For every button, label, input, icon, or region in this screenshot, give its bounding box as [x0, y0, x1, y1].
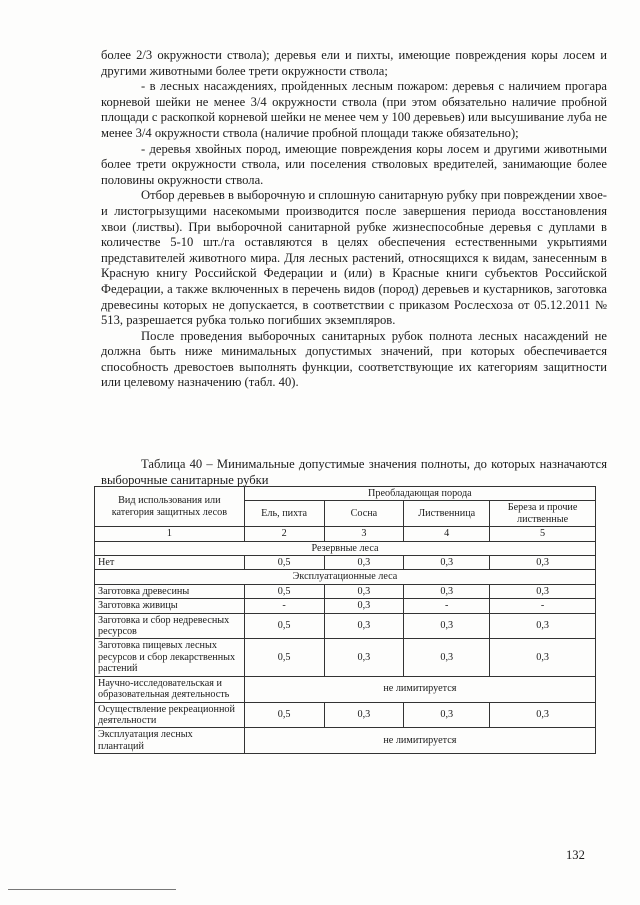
cell-value: 0,5: [244, 613, 324, 639]
section-row: [95, 570, 596, 584]
paragraph-density: После проведения выборочных санитарных рубок полнота лесных насаждений не должна быть ниже минимальных допустимых значений, при которых обеспечивается способность древостоев выполнять функции, соответствующие их категориям защитности или целевому назначению (табл. 40).: [101, 328, 607, 390]
cell-value: 0,5: [244, 639, 324, 676]
body-text: [101, 48, 607, 391]
paragraph-selection: Отбор деревьев в выборочную и сплошную санитарную рубку при повреждении хвое- и листогрызущими насекомыми производится после завершения периода восстановления хвои (листвы). При выборочной санитарной рубке жизнеспособные деревья с дуплами в количестве 5-10 шт./га оставляются в целях обеспечения естественными укрытиями представителей животного мира. Для лесных растений, относящихся к видам, занесенным в Красную книгу Российской Федерации и (или) в Красные книги субъектов Российской Федерации, а также включенных в перечень видов (пород) деревьев и кустарников, заготовка древесины которых не допускается, в соответствии с приказом Рослесхоза от 05.12.2011 № 513, разрешается рубка только погибших экземпляров.: [101, 188, 607, 328]
paragraph-conifer: - деревья хвойных пород, имеющие повреждения коры лосем и другими животными более трети окружности ствола, или поселения стволовых вредителей, занимающие более половины окружности ствола.: [101, 141, 607, 187]
table-row: [95, 728, 596, 754]
table-row: [95, 599, 596, 613]
cell-value: 0,5: [244, 556, 324, 570]
cell-value: -: [490, 599, 596, 613]
cell-note: не лимитируется: [244, 728, 595, 754]
cell-value: 0,3: [324, 584, 404, 598]
table-row: [95, 556, 596, 570]
section-reserve: Резервные леса: [95, 541, 596, 555]
header-pine: Сосна: [324, 501, 404, 527]
row-label: Нет: [95, 556, 245, 570]
header-birch: Береза и прочие лиственные: [490, 501, 596, 527]
cell-value: 0,3: [324, 639, 404, 676]
table-caption: Таблица 40 – Минимальные допустимые значения полноты, до которых назначаются выборочные санитарные рубки: [101, 457, 607, 487]
density-table: [94, 486, 596, 754]
col-number: 3: [324, 527, 404, 541]
table-row: [95, 639, 596, 676]
cell-value: 0,3: [490, 702, 596, 728]
cell-value: 0,3: [490, 584, 596, 598]
table-row: [95, 676, 596, 702]
row-label: Заготовка пищевых лесных ресурсов и сбор лекарственных растений: [95, 639, 245, 676]
cell-value: 0,3: [324, 556, 404, 570]
cell-value: 0,5: [244, 702, 324, 728]
footnote-divider: [8, 889, 176, 890]
cell-value: 0,3: [404, 584, 490, 598]
table-number-row: [95, 527, 596, 541]
col-number: 4: [404, 527, 490, 541]
table-header-row: [95, 487, 596, 501]
header-spruce-fir: Ель, пихта: [244, 501, 324, 527]
table-row: [95, 584, 596, 598]
col-number: 1: [95, 527, 245, 541]
paragraph-fire: - в лесных насаждениях, пройденных лесным пожаром: деревья с наличием прогара корневой шейки не менее 3/4 окружности ствола (при этом обязательно наличие пробной площади с раскопкой корневой шейки не менее чем у 100 деревьев) или высушивание луба не менее 3/4 окружности ствола (наличие пробной площади также обязательно);: [101, 79, 607, 140]
row-label: Эксплуатация лесных плантаций: [95, 728, 245, 754]
cell-value: 0,3: [324, 599, 404, 613]
row-label: Осуществление рекреационной деятельности: [95, 702, 245, 728]
cell-value: 0,3: [324, 613, 404, 639]
cell-value: 0,3: [404, 613, 490, 639]
cell-value: -: [244, 599, 324, 613]
cell-value: 0,3: [404, 639, 490, 676]
col-number: 5: [490, 527, 596, 541]
cell-value: 0,3: [324, 702, 404, 728]
cell-value: 0,5: [244, 584, 324, 598]
row-label: Заготовка живицы: [95, 599, 245, 613]
paragraph-continued: более 2/3 окружности ствола); деревья ели и пихты, имеющие повреждения коры лосем и другими животными более трети окружности ствола;: [101, 48, 607, 78]
section-exploitation: Эксплуатационные леса: [95, 570, 596, 584]
cell-value: 0,3: [490, 556, 596, 570]
table-row: [95, 613, 596, 639]
row-label: Заготовка древесины: [95, 584, 245, 598]
cell-value: 0,3: [404, 556, 490, 570]
section-row: [95, 541, 596, 555]
header-species: Преобладающая порода: [244, 487, 595, 501]
page-number: 132: [566, 848, 585, 862]
cell-value: 0,3: [490, 639, 596, 676]
header-use-category: Вид использования или категория защитных лесов: [95, 487, 245, 527]
row-label: Заготовка и сбор недревесных ресурсов: [95, 613, 245, 639]
col-number: 2: [244, 527, 324, 541]
table-row: [95, 702, 596, 728]
cell-value: -: [404, 599, 490, 613]
cell-value: 0,3: [490, 613, 596, 639]
cell-value: 0,3: [404, 702, 490, 728]
cell-note: не лимитируется: [244, 676, 595, 702]
row-label: Научно-исследовательская и образовательная деятельность: [95, 676, 245, 702]
header-larch: Лиственница: [404, 501, 490, 527]
